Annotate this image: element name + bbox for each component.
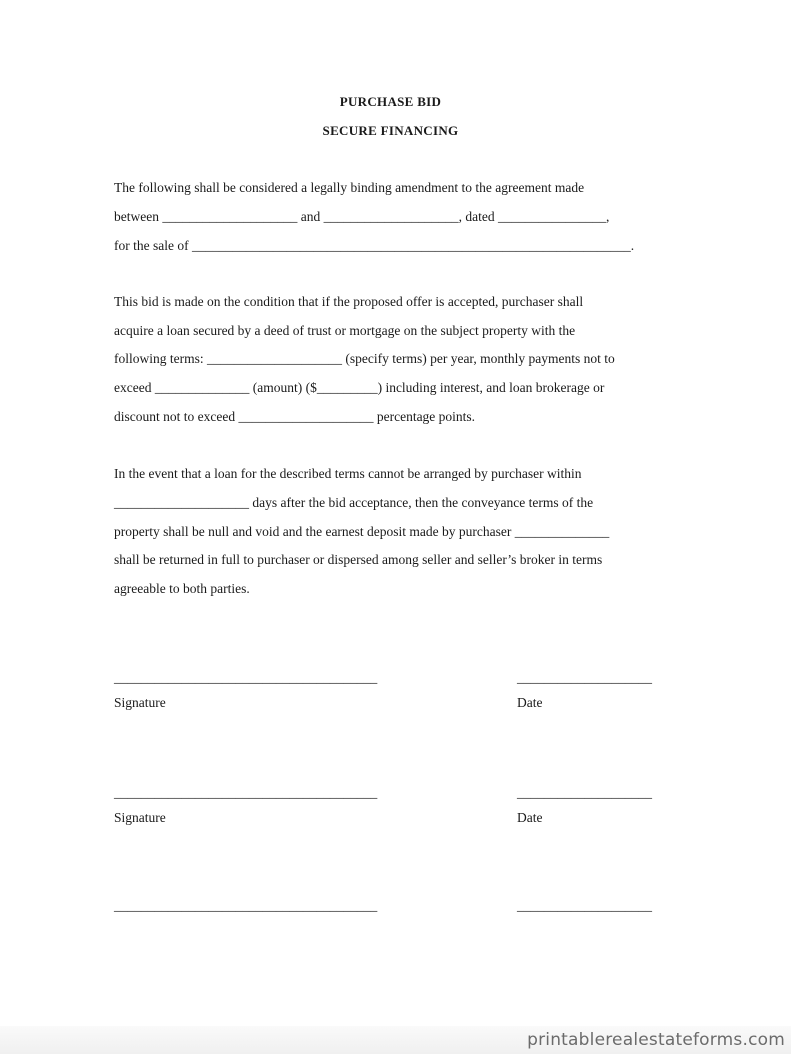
signature-label: Signature (114, 810, 166, 825)
text-line: following terms: ____________________ (specify terms) per year, monthly payments not to (114, 351, 615, 366)
document-subtitle: SECURE FINANCING (322, 123, 459, 138)
signature-line[interactable]: _______________________________________ (114, 898, 378, 913)
date-line[interactable]: ____________________ (517, 670, 652, 685)
date-line[interactable]: ____________________ (517, 898, 652, 913)
text-line: exceed ______________ (amount) ($_________) including interest, and loan brokerage or (114, 380, 605, 395)
signature-line[interactable]: _______________________________________ (114, 670, 378, 685)
text-line: The following shall be considered a legally binding amendment to the agreement made (114, 180, 585, 195)
footer-watermark: printablerealestateforms.com (527, 1030, 785, 1050)
footer-bar (0, 1026, 791, 1054)
text-line: agreeable to both parties. (114, 581, 250, 596)
text-line: for the sale of _________________________________________________________________. (114, 238, 635, 253)
text-line: In the event that a loan for the described terms cannot be arranged by purchaser within (114, 466, 582, 481)
signature-line[interactable]: _______________________________________ (114, 785, 378, 800)
text-line: This bid is made on the condition that if the proposed offer is accepted, purchaser shall (114, 294, 584, 309)
signature-label: Signature (114, 695, 166, 710)
date-line[interactable]: ____________________ (517, 785, 652, 800)
document-title: PURCHASE BID (339, 94, 442, 109)
text-line: property shall be null and void and the earnest deposit made by purchaser ______________ (114, 524, 610, 539)
text-line: acquire a loan secured by a deed of trust or mortgage on the subject property with the (114, 323, 576, 338)
text-line: between ____________________ and ____________________, dated ________________, (114, 209, 610, 224)
date-label: Date (517, 695, 543, 710)
date-label: Date (517, 810, 543, 825)
text-line: discount not to exceed ____________________ percentage points. (114, 409, 476, 424)
text-line: shall be returned in full to purchaser or dispersed among seller and seller’s broker in terms (114, 552, 603, 567)
text-line: ____________________ days after the bid acceptance, then the conveyance terms of the (114, 495, 594, 510)
